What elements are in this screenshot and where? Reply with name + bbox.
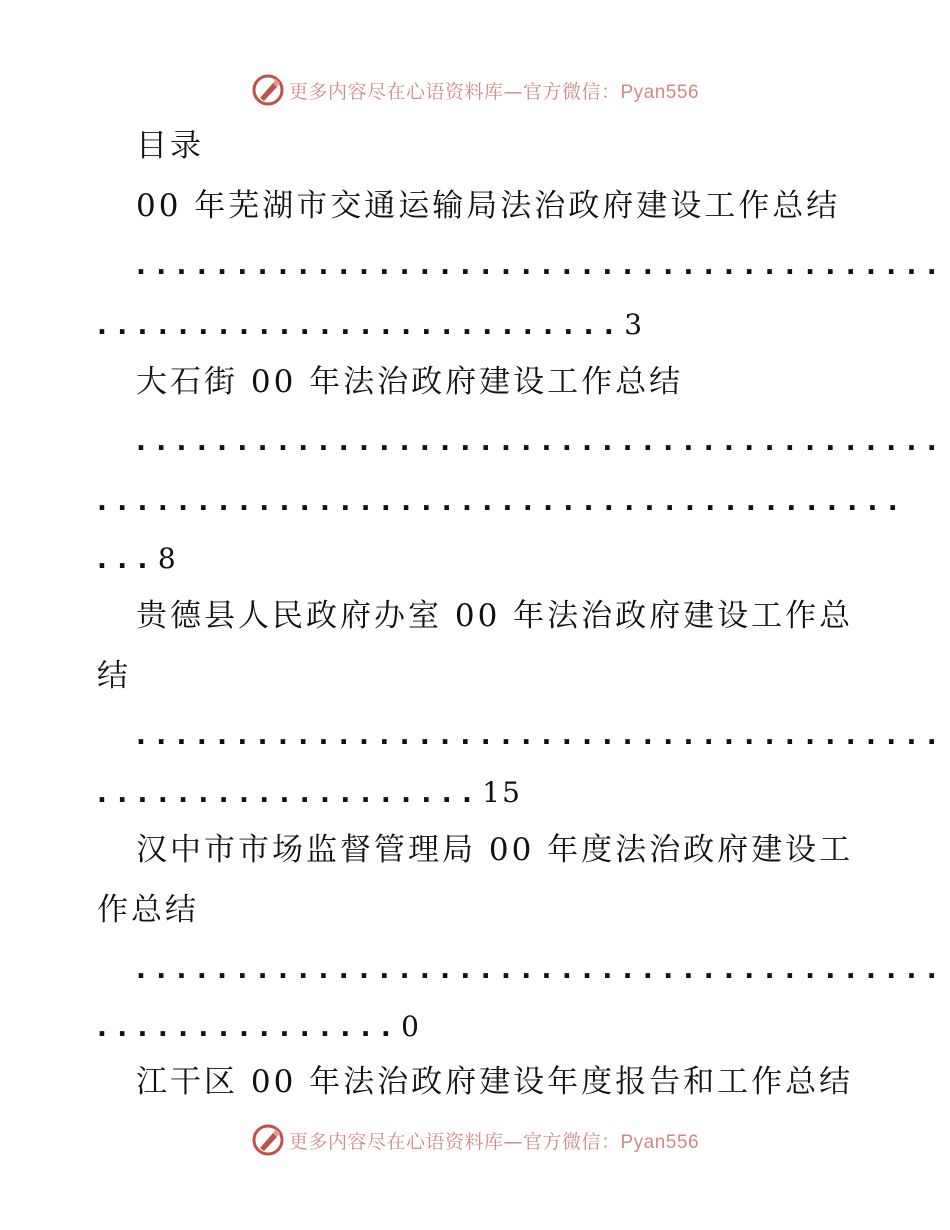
toc-entry-3-title-cont[interactable]: 结 <box>97 658 131 694</box>
toc-entry-2-page[interactable]: 8 <box>157 542 178 575</box>
toc-entry-4-title-cont[interactable]: 作总结 <box>97 892 199 928</box>
toc-entry-4-leader-end: ...............0 <box>97 1010 421 1043</box>
toc-entry-2-leader: ........................................ <box>136 427 948 457</box>
toc-entry-2-leader-end: ...8 <box>97 542 178 575</box>
toc-entry-4-title[interactable]: 汉中市市场监督管理局 00 年度法治政府建设工 <box>136 832 854 868</box>
toc-entry-1-leader-end: ..........................3 <box>97 308 645 341</box>
toc-entry-2-leader-mid: ........................................ <box>97 487 909 517</box>
toc-entry-3-title[interactable]: 贵德县人民政府办室 00 年法治政府建设工作总 <box>136 598 854 634</box>
toc-entry-1-leader: ........................................ <box>136 251 948 281</box>
footer-banner <box>0 1120 950 1160</box>
toc-entry-1-page[interactable]: 3 <box>624 308 645 341</box>
toc-entry-3-page[interactable]: 15 <box>482 776 522 809</box>
pen-logo-icon <box>251 73 285 107</box>
toc-entry-3-leader: ........................................ <box>136 721 948 751</box>
toc-entry-4-leader: ........................................ <box>136 955 948 985</box>
header-brand-text: 更多内容尽在心语资料库—官方微信：Pyan556 <box>288 80 700 103</box>
toc-entry-3-leader-end: ...................15 <box>97 776 522 809</box>
toc-entry-2-title[interactable]: 大石街 00 年法治政府建设工作总结 <box>136 364 684 400</box>
pen-logo-icon <box>251 1123 285 1157</box>
toc-entry-1-title[interactable]: 00 年芜湖市交通运输局法治政府建设工作总结 <box>136 188 841 224</box>
toc-title: 目录 <box>136 128 204 164</box>
toc-entry-4-page[interactable]: 0 <box>401 1010 421 1043</box>
footer-brand-text: 更多内容尽在心语资料库—官方微信：Pyan556 <box>288 1130 700 1153</box>
toc-entry-5-title[interactable]: 江干区 00 年法治政府建设年度报告和工作总结 <box>136 1064 854 1100</box>
header-banner <box>0 70 950 110</box>
